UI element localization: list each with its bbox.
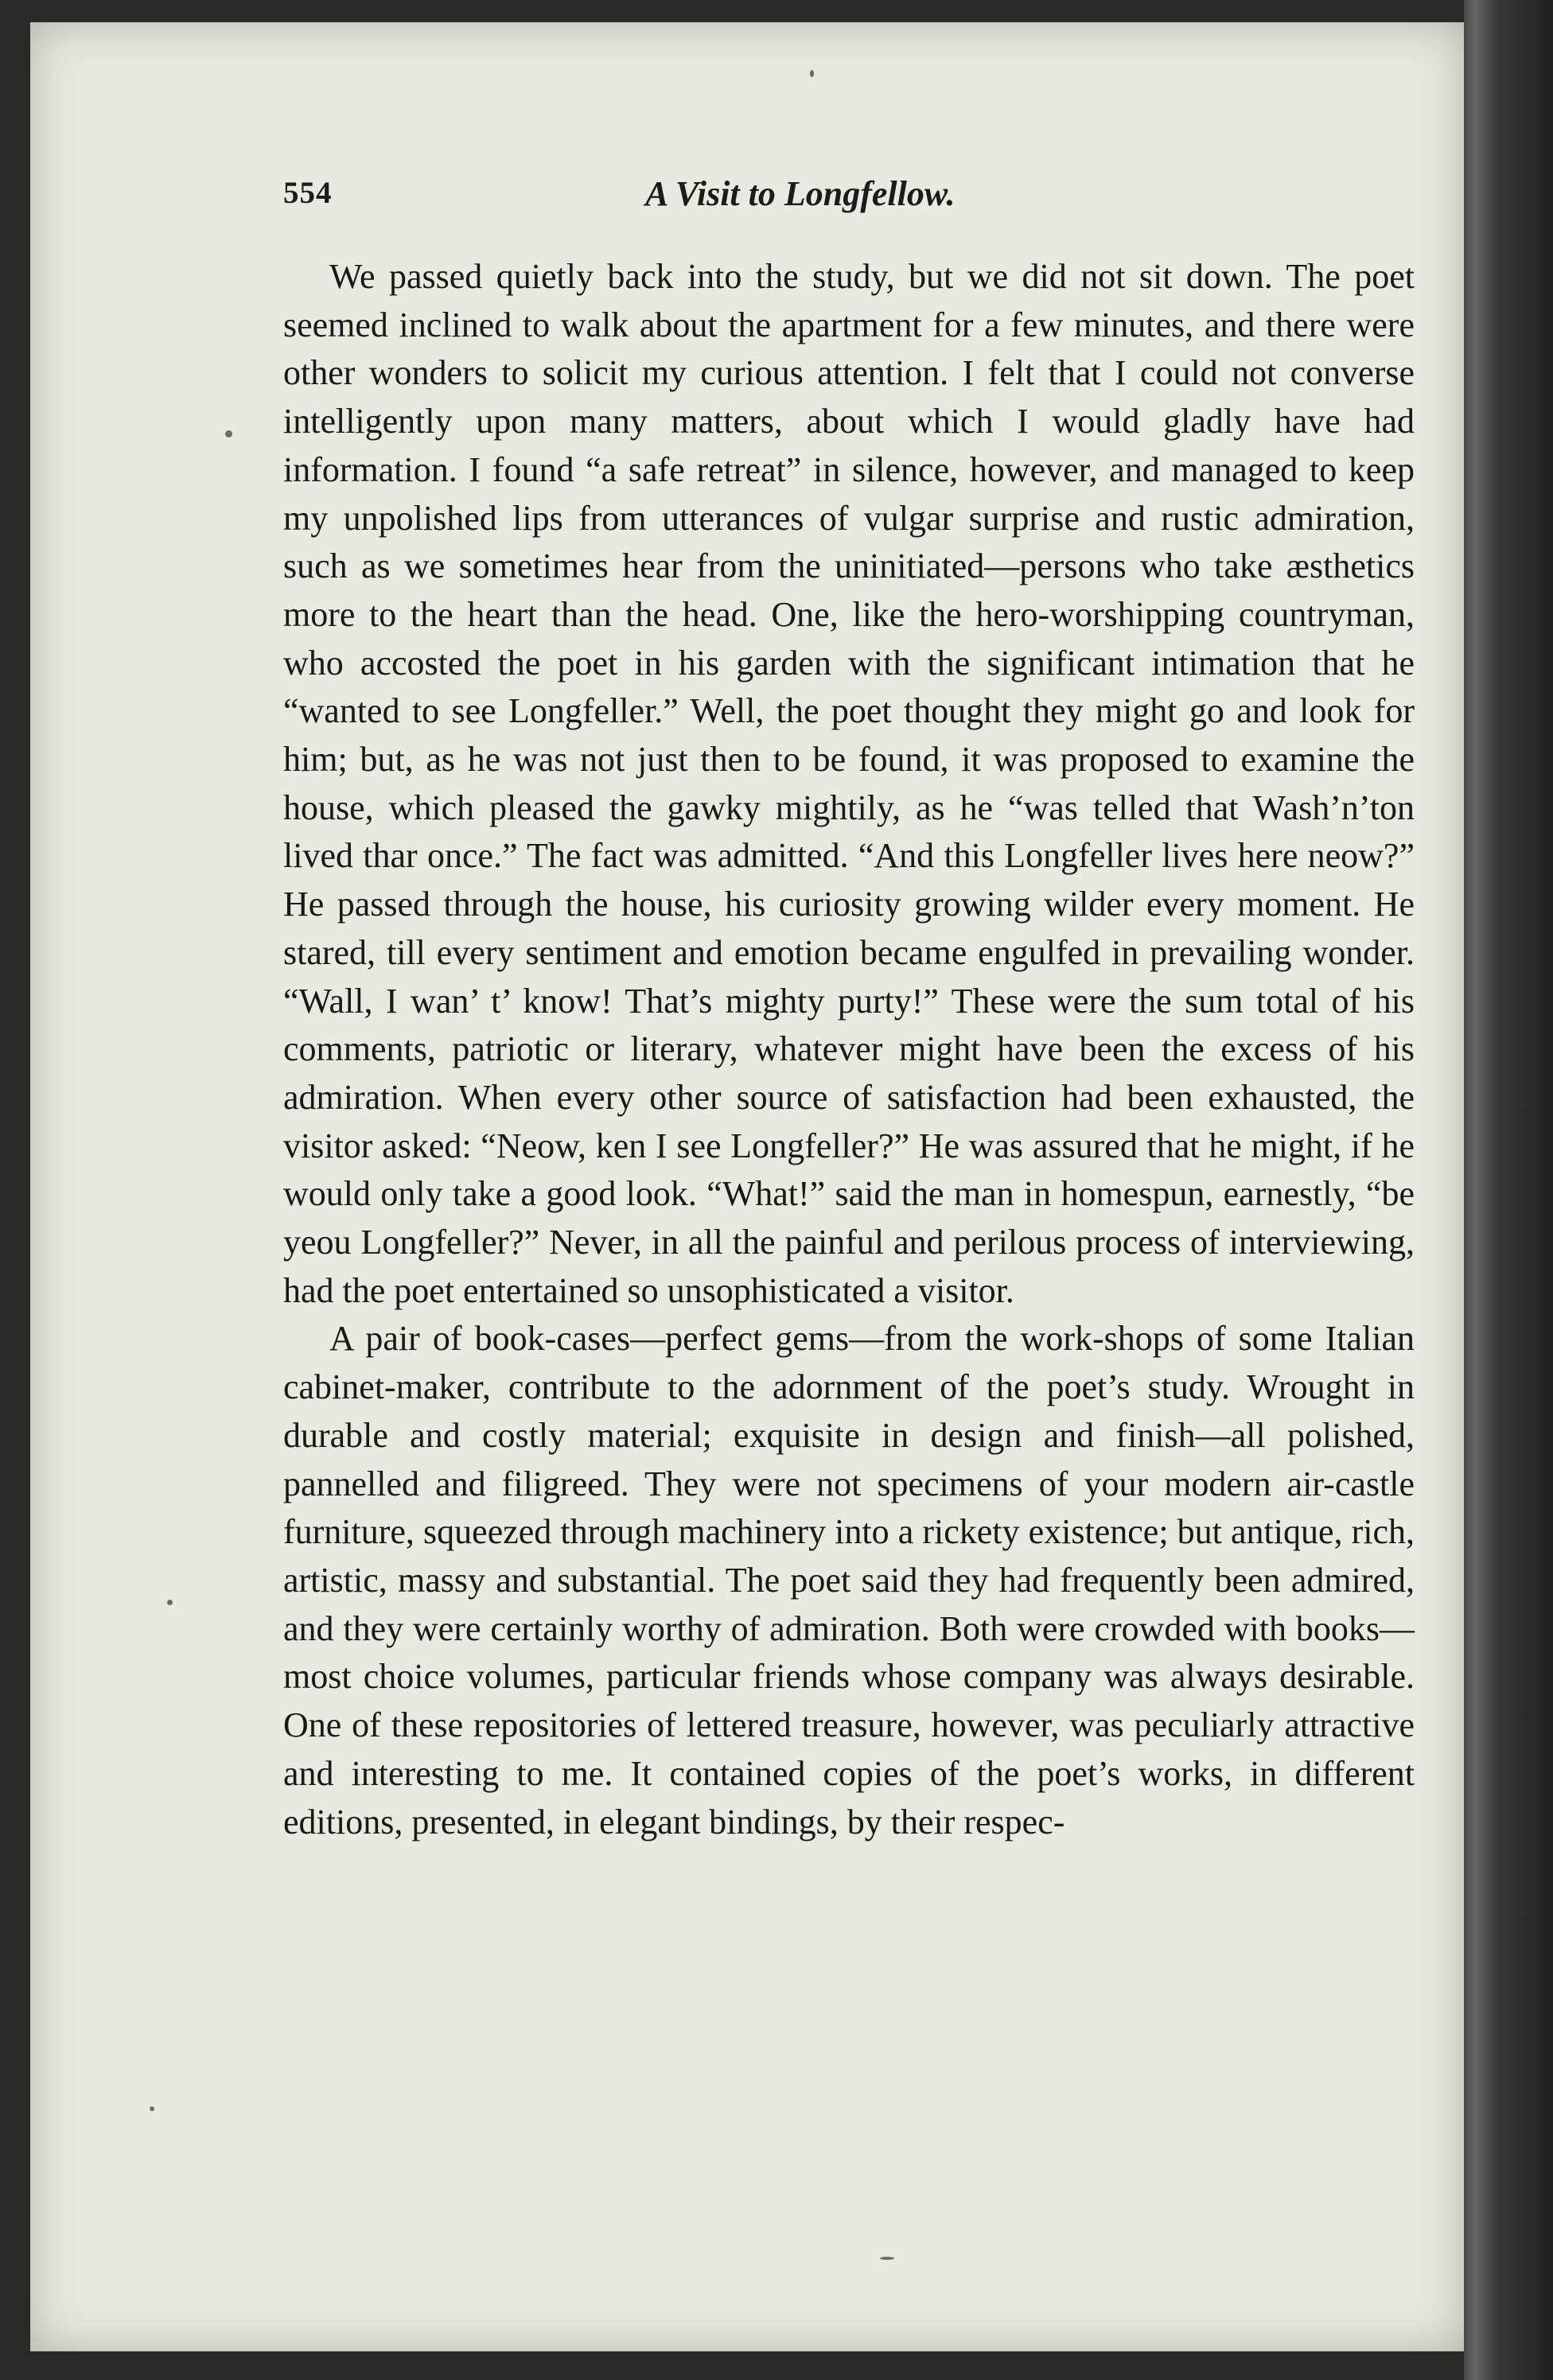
scan-speck — [150, 2106, 154, 2111]
book-spine-edge — [1464, 0, 1553, 2380]
scan-speck — [225, 430, 232, 438]
running-title: A Visit to Longfellow. — [645, 174, 956, 213]
paragraph-visitor-anecdote: We passed quietly back into the study, but we did not sit down. The poet seemed inclined to walk about the apartment for a few minutes, and there were other wonders to solicit my curious attention. I felt that I could not converse intelligently upon many matters, about which I would gladly have had information. I found “a safe retreat” in silence, however, and managed to keep my unpolished lips from utterances of vulgar surprise and rustic admiration, such as we sometimes hear from the uninitiated—persons who take æsthetics more to the heart than the head. One, like the hero-worshipping countryman, who accosted the poet in his garden with the significant intimation that he “wanted to see Longfeller.” Well, the poet thought they might go and look for him; but, as he was not just then to be found, it was proposed to examine the house, which pleased the gawky mightily, as he “was telled that Wash’n’ton lived thar once.” The fact was admitted. “And this Longfeller lives here neow?” He passed through the house, his curiosity growing wilder every moment. He stared, till every sentiment and emotion became engulfed in prevailing wonder. “Wall, I wan’ t’ know! That’s mighty purty!” These were the sum total of his comments, patriotic or literary, whatever might have been the excess of his admiration. When every other source of satisfaction had been exhausted, the visitor asked: “Neow, ken I see Longfeller?” He was assured that he might, if he would only take a good look. “What!” said the man in homespun, earnestly, “be yeou Longfeller?” Never, in all the painful and perilous process of interviewing, had the poet entertained so unsophisticated a visitor. — [283, 257, 1415, 1310]
page-header — [253, 162, 1423, 218]
scan-speck — [880, 2257, 894, 2260]
scan-speck — [810, 70, 814, 77]
scan-speck — [167, 1600, 173, 1605]
page-number: 554 — [283, 176, 333, 210]
paragraph-book-cases: A pair of book-cases—perfect gems—from the work-shops of some Italian cabinet-maker, contribute to the adornment of the poet’s study. Wrought in durable and costly material; exquisite in design and finish—all polished, pannelled and filigreed. They were not specimens of your modern air-castle furniture, squeezed through machinery into a rickety existence; but antique, rich, artistic, massy and substantial. The poet said they had frequently been admired, and they were certainly worthy of admiration. Both were crowded with books—most choice volumes, particular friends whose company was always desirable. One of these repositories of lettered treasure, however, was peculiarly attractive and interesting to me. It contained copies of the poet’s works, in different editions, presented, in elegant bindings, by their respec- — [283, 1319, 1415, 1841]
body-text — [283, 253, 1415, 1846]
